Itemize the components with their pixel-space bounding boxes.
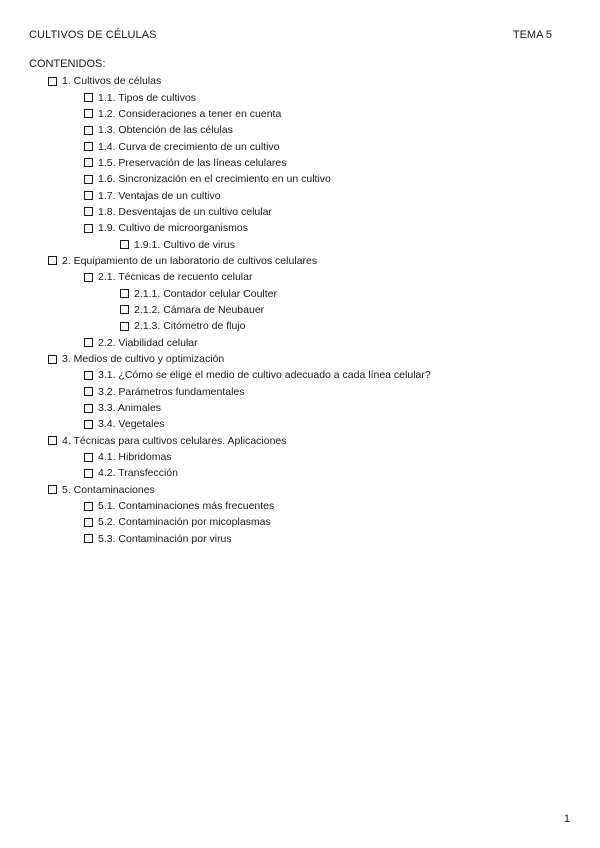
toc-item bbox=[0, 253, 600, 269]
checkbox-icon[interactable] bbox=[84, 109, 93, 118]
checkbox-icon[interactable] bbox=[120, 305, 129, 314]
table-of-contents bbox=[0, 73, 600, 547]
toc-item-label: 1.9.1. Cultivo de virus bbox=[134, 238, 235, 251]
toc-item-label: 2.1.3. Citómetro de flujo bbox=[134, 320, 246, 333]
toc-item-label: 5. Contaminaciones bbox=[62, 483, 155, 496]
checkbox-icon[interactable] bbox=[120, 289, 129, 298]
toc-item bbox=[0, 367, 600, 383]
toc-item bbox=[0, 302, 600, 318]
toc-item bbox=[0, 285, 600, 301]
toc-item-label: 5.3. Contaminación por virus bbox=[98, 532, 232, 545]
checkbox-icon[interactable] bbox=[84, 469, 93, 478]
toc-item-label: 1.5. Preservación de las líneas celulares bbox=[98, 156, 287, 169]
toc-item-label: 2.1.2. Cámara de Neubauer bbox=[134, 303, 265, 316]
toc-item bbox=[0, 122, 600, 138]
toc-item-label: 2.1.1. Contador celular Coulter bbox=[134, 287, 277, 300]
toc-item bbox=[0, 498, 600, 514]
toc-item bbox=[0, 236, 600, 252]
toc-item-label: 3.4. Vegetales bbox=[98, 418, 165, 431]
checkbox-icon[interactable] bbox=[84, 224, 93, 233]
document-title: CULTIVOS DE CÉLULAS bbox=[29, 29, 157, 41]
checkbox-icon[interactable] bbox=[48, 256, 57, 265]
toc-item bbox=[0, 400, 600, 416]
toc-item bbox=[0, 449, 600, 465]
toc-item bbox=[0, 89, 600, 105]
toc-item-label: 4. Técnicas para cultivos celulares. Aplicaciones bbox=[62, 434, 287, 447]
toc-item bbox=[0, 384, 600, 400]
checkbox-icon[interactable] bbox=[84, 404, 93, 413]
contents-heading: CONTENIDOS: bbox=[29, 58, 106, 70]
toc-item bbox=[0, 269, 600, 285]
toc-item-label: 5.1. Contaminaciones más frecuentes bbox=[98, 500, 275, 513]
toc-item-label: 3.3. Animales bbox=[98, 402, 162, 415]
toc-item bbox=[0, 351, 600, 367]
toc-item bbox=[0, 318, 600, 334]
checkbox-icon[interactable] bbox=[84, 420, 93, 429]
toc-item-label: 2.1. Técnicas de recuento celular bbox=[98, 271, 253, 284]
toc-item-label: 3.1. ¿Cómo se elige el medio de cultivo adecuado a cada línea celular? bbox=[98, 369, 431, 382]
checkbox-icon[interactable] bbox=[84, 534, 93, 543]
toc-item bbox=[0, 514, 600, 530]
toc-item-label: 5.2. Contaminación por micoplasmas bbox=[98, 516, 271, 529]
toc-item-label: 1.8. Desventajas de un cultivo celular bbox=[98, 205, 272, 218]
checkbox-icon[interactable] bbox=[84, 175, 93, 184]
toc-item bbox=[0, 187, 600, 203]
checkbox-icon[interactable] bbox=[84, 126, 93, 135]
checkbox-icon[interactable] bbox=[84, 273, 93, 282]
toc-item bbox=[0, 416, 600, 432]
toc-item bbox=[0, 220, 600, 236]
checkbox-icon[interactable] bbox=[84, 93, 93, 102]
toc-item bbox=[0, 204, 600, 220]
toc-item-label: 2. Equipamiento de un laboratorio de cultivos celulares bbox=[62, 254, 318, 267]
toc-item bbox=[0, 335, 600, 351]
toc-item bbox=[0, 433, 600, 449]
page-number: 1 bbox=[563, 813, 570, 825]
toc-item bbox=[0, 73, 600, 89]
toc-item bbox=[0, 531, 600, 547]
checkbox-icon[interactable] bbox=[84, 371, 93, 380]
toc-item-label: 1.3. Obtención de las células bbox=[98, 124, 233, 137]
toc-item bbox=[0, 138, 600, 154]
toc-item-label: 1.1. Tipos de cultivos bbox=[98, 91, 197, 104]
checkbox-icon[interactable] bbox=[48, 77, 57, 86]
toc-item bbox=[0, 482, 600, 498]
checkbox-icon[interactable] bbox=[48, 355, 57, 364]
toc-item-label: 1.7. Ventajas de un cultivo bbox=[98, 189, 221, 202]
checkbox-icon[interactable] bbox=[120, 322, 129, 331]
topic-label: TEMA 5 bbox=[512, 29, 552, 41]
checkbox-icon[interactable] bbox=[84, 387, 93, 396]
checkbox-icon[interactable] bbox=[84, 502, 93, 511]
checkbox-icon[interactable] bbox=[84, 158, 93, 167]
toc-item-label: 4.2. Transfección bbox=[98, 467, 178, 480]
checkbox-icon[interactable] bbox=[84, 207, 93, 216]
toc-item-label: 1. Cultivos de células bbox=[62, 75, 162, 88]
checkbox-icon[interactable] bbox=[84, 142, 93, 151]
toc-item-label: 3. Medios de cultivo y optimización bbox=[62, 353, 225, 366]
checkbox-icon[interactable] bbox=[84, 338, 93, 347]
checkbox-icon[interactable] bbox=[84, 518, 93, 527]
toc-item-label: 2.2. Viabilidad celular bbox=[98, 336, 198, 349]
toc-item-label: 1.6. Sincronización en el crecimiento en un cultivo bbox=[98, 173, 331, 186]
toc-item bbox=[0, 155, 600, 171]
checkbox-icon[interactable] bbox=[84, 453, 93, 462]
toc-item bbox=[0, 171, 600, 187]
toc-item-label: 1.4. Curva de crecimiento de un cultivo bbox=[98, 140, 280, 153]
toc-item-label: 4.1. Hibridomas bbox=[98, 451, 172, 464]
toc-item-label: 1.2. Consideraciones a tener en cuenta bbox=[98, 107, 282, 120]
checkbox-icon[interactable] bbox=[84, 191, 93, 200]
toc-item bbox=[0, 106, 600, 122]
toc-item-label: 3.2. Parámetros fundamentales bbox=[98, 385, 245, 398]
toc-item-label: 1.9. Cultivo de microorganismos bbox=[98, 222, 248, 235]
checkbox-icon[interactable] bbox=[120, 240, 129, 249]
checkbox-icon[interactable] bbox=[48, 436, 57, 445]
toc-item bbox=[0, 465, 600, 481]
checkbox-icon[interactable] bbox=[48, 485, 57, 494]
